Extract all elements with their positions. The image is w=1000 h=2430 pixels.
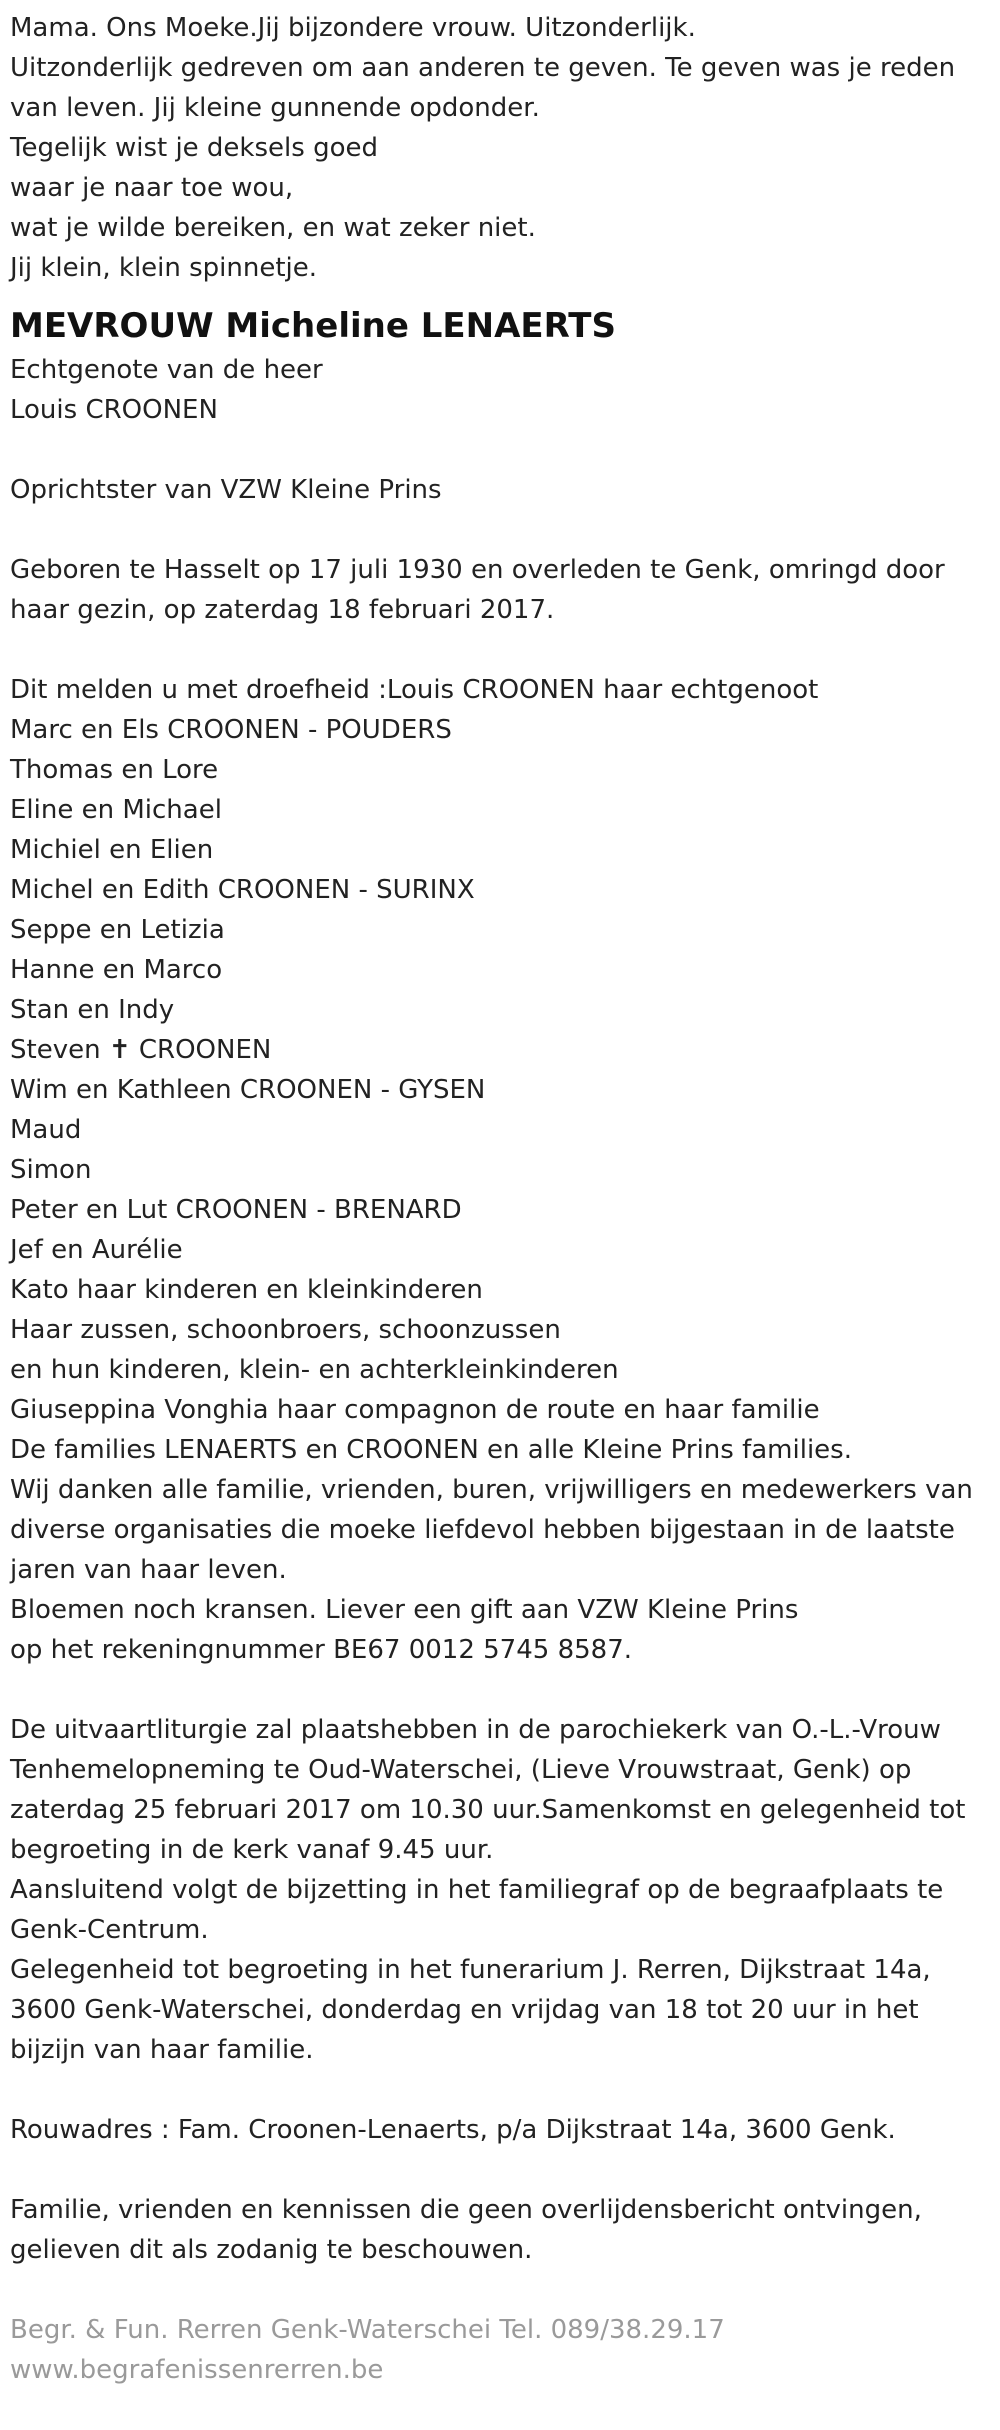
announcement-line: diverse organisaties die moeke liefdevol hebben bijgestaan in de laatste bbox=[10, 1515, 955, 1545]
funeral-address: Rouwadres : Fam. Croonen-Lenaerts, p/a Dijkstraat 14a, 3600 Genk. bbox=[10, 2115, 896, 2145]
closing-line: gelieven dit als zodanig te beschouwen. bbox=[10, 2235, 533, 2265]
announcement-line: Maud bbox=[10, 1115, 82, 1145]
announcement-line: Stan en Indy bbox=[10, 995, 175, 1025]
announcement-line: Haar zussen, schoonbroers, schoonzussen bbox=[10, 1315, 561, 1345]
announcement-line: Wij danken alle familie, vrienden, buren, vrijwilligers en medewerkers van bbox=[10, 1475, 973, 1505]
announcement-line: Michel en Edith CROONEN - SURINX bbox=[10, 875, 475, 905]
poem-line: Mama. Ons Moeke.Jij bijzondere vrouw. Uitzonderlijk. bbox=[10, 13, 696, 43]
spacer bbox=[10, 2070, 990, 2110]
ceremony-line: bijzijn van haar familie. bbox=[10, 2035, 314, 2065]
poem-section bbox=[10, 8, 990, 288]
spacer bbox=[10, 1670, 990, 1710]
announcement-line: Simon bbox=[10, 1155, 92, 1185]
announcement-line: Dit melden u met droefheid :Louis CROONEN haar echtgenoot bbox=[10, 675, 819, 705]
announcement-line: Hanne en Marco bbox=[10, 955, 223, 985]
poem-line: wat je wilde bereiken, en wat zeker niet. bbox=[10, 213, 536, 243]
ceremony-line: Aansluitend volgt de bijzetting in het familiegraf op de begraafplaats te bbox=[10, 1875, 944, 1905]
ceremony-line: zaterdag 25 februari 2017 om 10.30 uur.Samenkomst en gelegenheid tot bbox=[10, 1795, 966, 1825]
announcement-line: Michiel en Elien bbox=[10, 835, 214, 865]
announcement-line: Marc en Els CROONEN - POUDERS bbox=[10, 715, 452, 745]
poem-line: Jij klein, klein spinnetje. bbox=[10, 253, 318, 283]
poem-line: waar je naar toe wou, bbox=[10, 173, 294, 203]
poem-line: Tegelijk wist je deksels goed bbox=[10, 133, 378, 163]
relation-line: Louis CROONEN bbox=[10, 395, 218, 425]
announcement-line: Eline en Michael bbox=[10, 795, 222, 825]
announcement-line: en hun kinderen, klein- en achterkleinkinderen bbox=[10, 1355, 619, 1385]
announcement-section bbox=[10, 670, 990, 1670]
announcement-line: Peter en Lut CROONEN - BRENARD bbox=[10, 1195, 462, 1225]
spacer bbox=[10, 630, 990, 670]
announcement-line: Wim en Kathleen CROONEN - GYSEN bbox=[10, 1075, 486, 1105]
spacer bbox=[10, 510, 990, 550]
spacer bbox=[10, 2150, 990, 2190]
announcement-line: Steven ✝ CROONEN bbox=[10, 1035, 272, 1065]
deceased-name: MEVROUW Micheline LENAERTS bbox=[10, 306, 616, 346]
birth-death-line: haar gezin, op zaterdag 18 februari 2017. bbox=[10, 595, 555, 625]
funeral-home-contact: Begr. & Fun. Rerren Genk-Waterschei Tel. 089/38.29.17 bbox=[10, 2315, 725, 2345]
spacer bbox=[10, 430, 990, 470]
poem-line: Uitzonderlijk gedreven om aan anderen te geven. Te geven was je reden bbox=[10, 53, 956, 83]
announcement-line: Seppe en Letizia bbox=[10, 915, 225, 945]
ceremony-line: Genk-Centrum. bbox=[10, 1915, 209, 1945]
funeral-home-footer bbox=[10, 2310, 990, 2390]
birth-death-section bbox=[10, 550, 990, 630]
announcement-line: Thomas en Lore bbox=[10, 755, 219, 785]
relation-line: Echtgenote van de heer bbox=[10, 355, 323, 385]
closing-section bbox=[10, 2190, 990, 2270]
ceremony-section bbox=[10, 1710, 990, 2070]
birth-death-line: Geboren te Hasselt op 17 juli 1930 en overleden te Genk, omringd door bbox=[10, 555, 945, 585]
ceremony-line: 3600 Genk-Waterschei, donderdag en vrijdag van 18 tot 20 uur in het bbox=[10, 1995, 919, 2025]
relation-section bbox=[10, 350, 990, 430]
ceremony-line: De uitvaartliturgie zal plaatshebben in de parochiekerk van O.-L.-Vrouw bbox=[10, 1715, 941, 1745]
announcement-line: jaren van haar leven. bbox=[10, 1555, 287, 1585]
closing-line: Familie, vrienden en kennissen die geen overlijdensbericht ontvingen, bbox=[10, 2195, 922, 2225]
announcement-line: Jef en Aurélie bbox=[10, 1235, 183, 1265]
announcement-line: Giuseppina Vonghia haar compagnon de route en haar familie bbox=[10, 1395, 820, 1425]
ceremony-line: Tenhemelopneming te Oud-Waterschei, (Lieve Vrouwstraat, Genk) op bbox=[10, 1755, 912, 1785]
announcement-line: op het rekeningnummer BE67 0012 5745 8587. bbox=[10, 1635, 633, 1665]
announcement-line: De families LENAERTS en CROONEN en alle Kleine Prins families. bbox=[10, 1435, 852, 1465]
announcement-line: Bloemen noch kransen. Liever een gift aan VZW Kleine Prins bbox=[10, 1595, 799, 1625]
poem-line: van leven. Jij kleine gunnende opdonder. bbox=[10, 93, 540, 123]
funeral-home-website[interactable]: www.begrafenissenrerren.be bbox=[10, 2355, 384, 2385]
founder-line: Oprichtster van VZW Kleine Prins bbox=[10, 475, 442, 505]
ceremony-line: Gelegenheid tot begroeting in het funerarium J. Rerren, Dijkstraat 14a, bbox=[10, 1955, 931, 1985]
announcement-line: Kato haar kinderen en kleinkinderen bbox=[10, 1275, 483, 1305]
ceremony-line: begroeting in de kerk vanaf 9.45 uur. bbox=[10, 1835, 494, 1865]
